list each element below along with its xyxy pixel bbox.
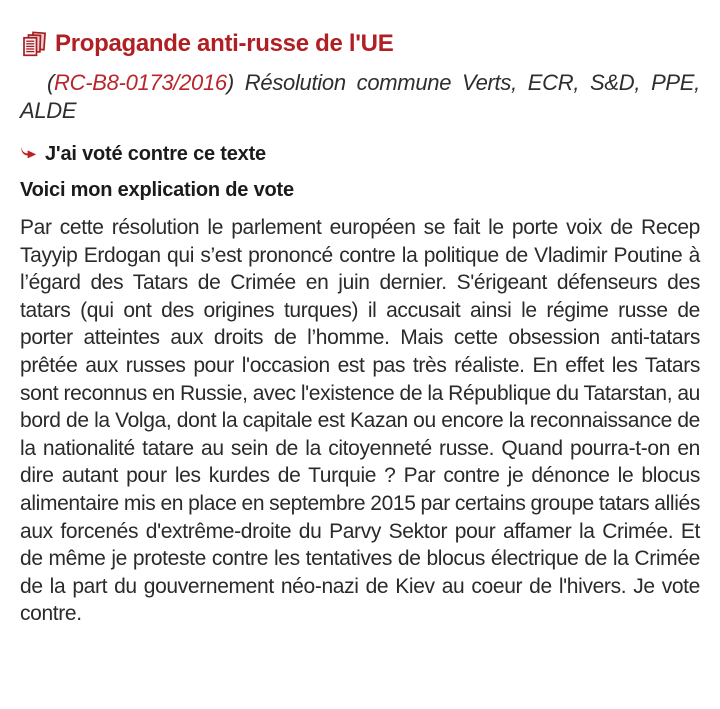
reference-link[interactable]: RC-B8-0173/2016 — [54, 70, 227, 95]
vote-statement: J'ai voté contre ce texte — [45, 143, 266, 165]
explanation-text: Par cette résolution le parlement européen se fait le porte voix de Recep Tayyip Erdogan qui s’est prononcé contre la politique de Vladimir Poutine à l’égard des Tatars de Crimée en juin dernier. S'érigeant défenseurs des tatars (qui ont des origines turques) il accusait ainsi le régime russe de porter atteintes aux droits de l’homme. Mais cette obsession anti-tatars prêtée aux russes pour l'occasion est pas très réaliste. En effet les Tatars sont reconnus en Russie, avec l'existence de la République du Tatarstan, au bord de la Volga, dont la capitale est Kazan ou encore la reconnaissance de la nationalité tatare au sein de la citoyenneté russe. Quand pourra-t-on en dire autant pour les kurdes de Turquie ? Par contre je dénonce le blocus alimentaire mis en place en septembre 2015 par certains groupe tatars alliés aux forcenés d'extrême-droite du Parvy Sektor pour affamer la Crimée. Et de même je proteste contre les tentatives de blocus électrique de la Crimée de la part du gouvernement néo-nazi de Kiev au coeur de l'hivers. Je vote contre. — [20, 216, 700, 626]
post-title: Propagande anti-russe de l'UE — [55, 30, 394, 57]
reference-open-paren: ( — [47, 70, 55, 95]
explanation-heading: Voici mon explication de vote — [20, 179, 294, 201]
reference-description: Résolution commune Verts, ECR, S&D, PPE, ALDE — [20, 70, 700, 123]
post-reference-line — [20, 69, 700, 125]
post-title-row — [20, 30, 700, 64]
red-arrow-icon — [20, 146, 37, 165]
reference-close-paren: ) — [226, 70, 234, 95]
vote-statement-row — [20, 142, 700, 166]
documents-icon — [20, 31, 48, 64]
